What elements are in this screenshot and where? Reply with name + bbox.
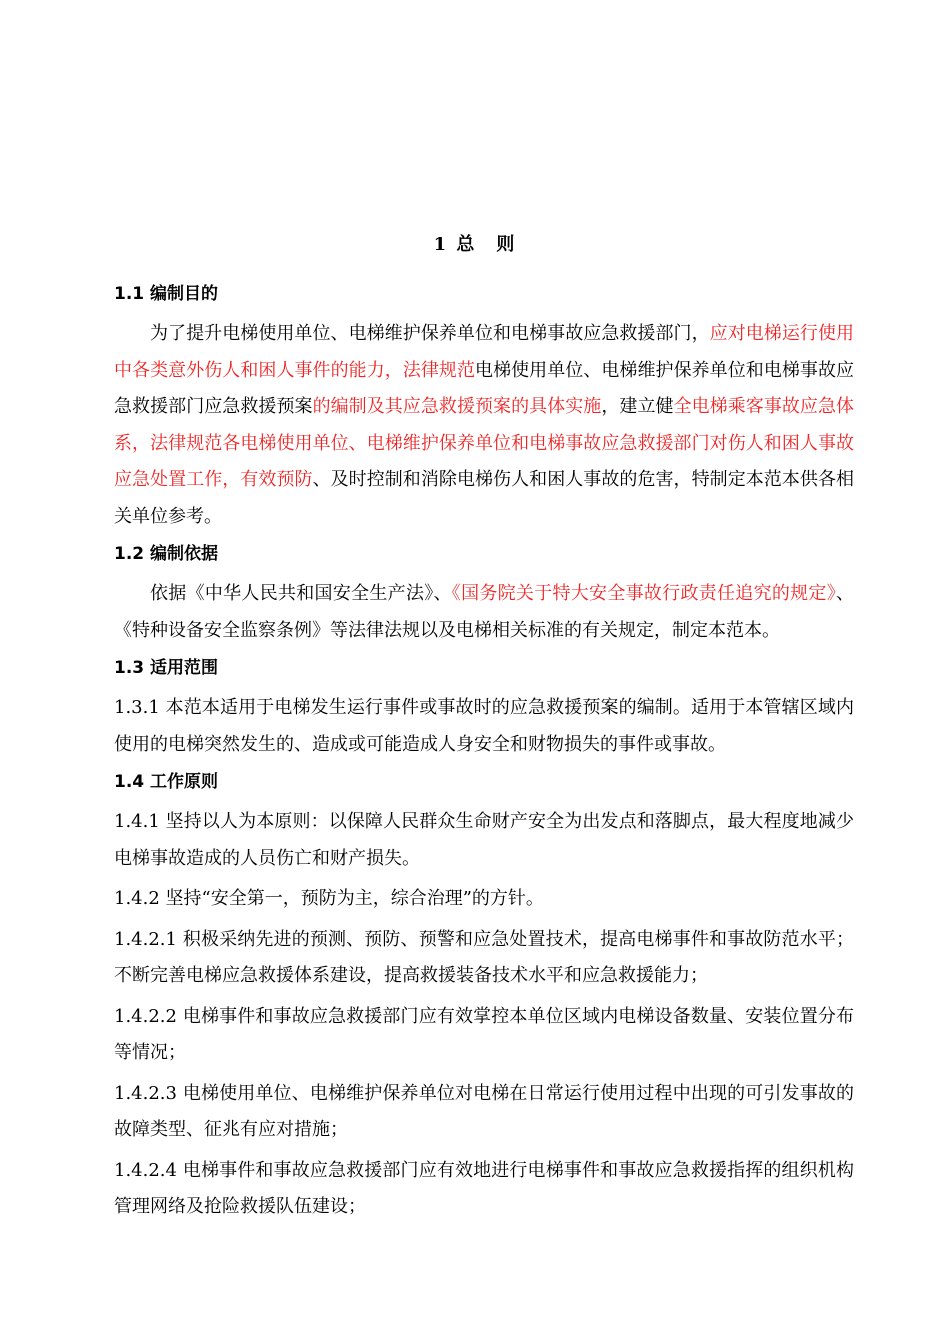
paragraph-purpose: [114, 316, 854, 535]
text-run: 依据《中华人民共和国安全生产法》、: [150, 583, 452, 604]
principle-item: 1.4.2.4 电梯事件和事故应急救援部门应有效地进行电梯事件和事故应急救援指挥的组织机构管理网络及抢险救援队伍建设；: [114, 1159, 854, 1217]
paragraph-scope: 1.3.1 本范本适用于电梯发生运行事件或事故时的应急救援预案的编制。适用于本管辖区域内使用的电梯突然发生的、造成或可能造成人身安全和财物损失的事件或事故。: [114, 697, 854, 755]
text-run: ，建立健: [601, 396, 674, 417]
principle-item: 1.4.2.3 电梯使用单位、电梯维护保养单位对电梯在日常运行使用过程中出现的可引发事故的故障类型、征兆有应对措施；: [114, 1082, 854, 1140]
section-heading-1-4: 1.4 工作原则: [114, 772, 219, 792]
highlighted-text: 法律规范: [402, 359, 476, 381]
highlighted-text: 应对电梯运行使用中各类意外伤人和困人事件的能力，: [114, 323, 855, 381]
text-run: 、及时控制和消除电梯伤人和困人事故的危害，特制定本范本供各相关单位参考。: [114, 469, 855, 527]
paragraph-basis: [114, 576, 854, 649]
document-body: [114, 281, 854, 1230]
principle-item: 1.4.1 坚持以人为本原则：以保障人民群众生命财产安全为出发点和落脚点，最大程度地减少电梯事故造成的人员伤亡和财产损失。: [114, 811, 854, 869]
text-run: 、《特种设备安全监察条例》等法律法规以及电梯相关标准的有关规定，制定本范本。: [114, 583, 854, 641]
principle-item: 1.4.2.2 电梯事件和事故应急救援部门应有效掌控本单位区域内电梯设备数量、安装位置分布等情况；: [114, 1005, 854, 1063]
section-heading-1-1: 1.1 编制目的: [114, 284, 219, 304]
section-heading-1-3: 1.3 适用范围: [114, 658, 219, 678]
principle-item: 1.4.2 坚持“安全第一，预防为主，综合治理”的方针。: [114, 888, 544, 909]
chapter-title: 1 总 则: [433, 234, 517, 255]
section-heading-1-2: 1.2 编制依据: [114, 544, 219, 564]
highlighted-text: 的编制及其应急救援预案的具体实施: [312, 396, 602, 417]
principle-item: 1.4.2.1 积极采纳先进的预测、预防、预警和应急处置技术，提高电梯事件和事故防范水平；不断完善电梯应急救援体系建设，提高救援装备技术水平和应急救援能力；: [114, 928, 854, 986]
highlighted-text: 《国务院关于特大安全事故行政责任追究的规定》: [451, 583, 836, 604]
text-run: 为了提升电梯使用单位、电梯维护保养单位和电梯事故应急救援部门，: [150, 323, 710, 344]
highlighted-text: 全电梯乘客事故应急体系，法律规范各电梯使用单位、电梯维护保养单位和电梯事故应急救援部门对伤人和困人事故应急处置工作，有效预防: [114, 396, 855, 490]
text-run: 电梯使用单位、电梯维护保养单位和电梯事故应急救援部门应急救援预案: [114, 359, 855, 417]
